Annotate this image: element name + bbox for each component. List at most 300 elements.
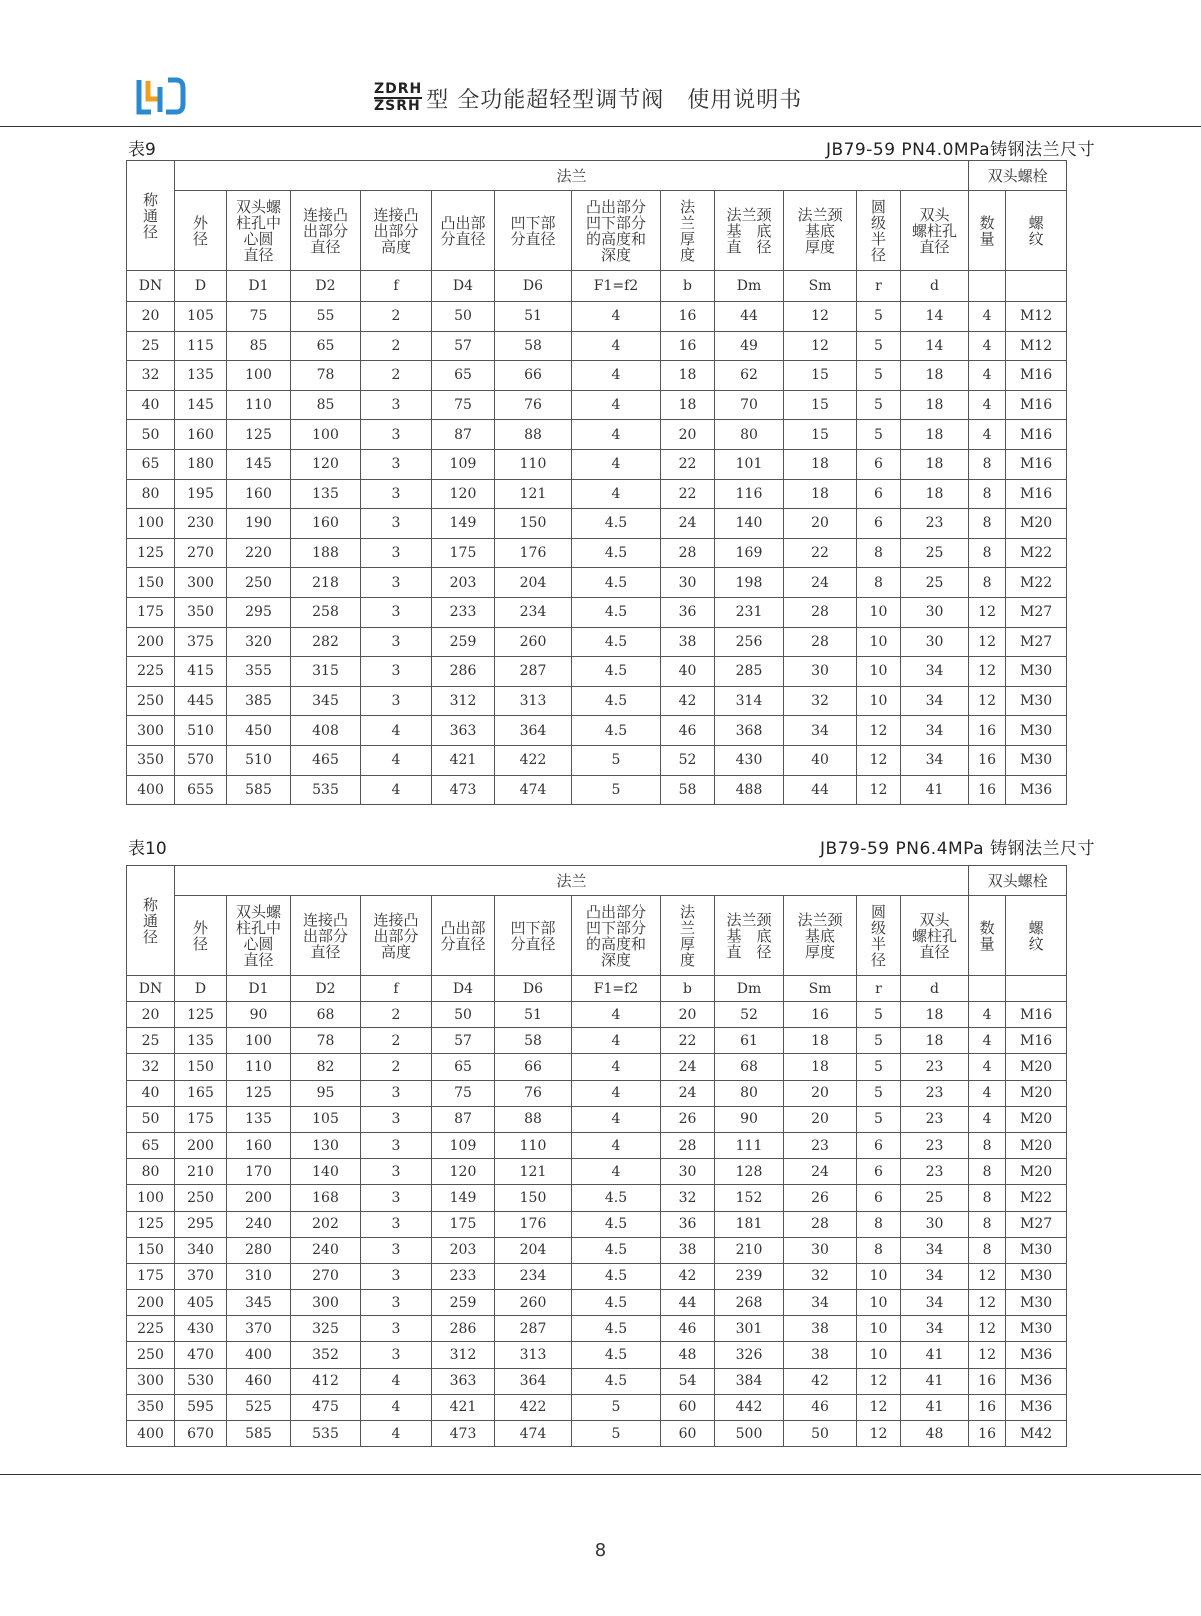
table-cell: 4 (969, 1080, 1006, 1106)
table-cell: 115 (175, 331, 227, 361)
table-cell: 25 (901, 568, 969, 598)
table-cell: 24 (661, 509, 715, 539)
table-cell: 100 (227, 361, 291, 391)
table-cell: 445 (175, 686, 227, 716)
table-cell: 61 (715, 1028, 784, 1054)
table-cell: 4 (572, 420, 661, 450)
table-cell: 175 (127, 597, 175, 627)
table-cell: 34 (901, 657, 969, 687)
table-cell: 8 (969, 1159, 1006, 1185)
table-cell: 16 (784, 1002, 857, 1028)
header-bolt-group: 双头螺栓 (969, 866, 1067, 896)
table-cell: 85 (227, 331, 291, 361)
table-cell: 4 (572, 449, 661, 479)
table-cell: 125 (227, 420, 291, 450)
table-cell: 225 (127, 1316, 175, 1342)
table-cell: 34 (901, 1237, 969, 1263)
table-cell: 16 (969, 716, 1006, 746)
table-cell: 145 (227, 449, 291, 479)
table-cell: 26 (661, 1106, 715, 1132)
table-cell: 230 (175, 509, 227, 539)
table-cell: 250 (175, 1185, 227, 1211)
table-cell: 12 (969, 597, 1006, 627)
table-cell: 385 (227, 686, 291, 716)
table-cell: M16 (1006, 390, 1067, 420)
table-cell: 12 (857, 775, 901, 805)
table-cell: 210 (175, 1159, 227, 1185)
table-cell: 231 (715, 597, 784, 627)
table-cell: 32 (661, 1185, 715, 1211)
table-cell: 10 (857, 1316, 901, 1342)
table-cell: 202 (291, 1211, 361, 1237)
table-cell: 315 (291, 657, 361, 687)
table-cell: M20 (1006, 1080, 1067, 1106)
table-cell: M22 (1006, 568, 1067, 598)
table-cell: 170 (227, 1159, 291, 1185)
table-row (127, 1368, 1067, 1394)
table-cell: 15 (784, 361, 857, 391)
table10-flange-dimensions (126, 865, 1067, 1447)
table-cell: 8 (969, 568, 1006, 598)
table-cell: 65 (432, 361, 495, 391)
table-cell: M30 (1006, 1316, 1067, 1342)
table-cell: M22 (1006, 538, 1067, 568)
table-cell: 150 (495, 509, 572, 539)
table-cell: 225 (127, 657, 175, 687)
table-cell: 100 (227, 1028, 291, 1054)
header-column: 双头螺 柱孔中 心圆 直径 (227, 896, 291, 976)
table-cell: 25 (901, 538, 969, 568)
table-cell: 6 (857, 1159, 901, 1185)
table-cell: 465 (291, 745, 361, 775)
table-cell: 60 (661, 1421, 715, 1447)
table-cell: 6 (857, 1185, 901, 1211)
table-cell: 38 (661, 1237, 715, 1263)
table-cell: 32 (127, 361, 175, 391)
table-cell: 175 (432, 1211, 495, 1237)
table-cell: 88 (495, 1106, 572, 1132)
model-code-top: ZDRH (374, 81, 423, 97)
table-cell: 6 (857, 449, 901, 479)
table-cell: 3 (361, 390, 432, 420)
table-cell: 135 (175, 361, 227, 391)
table-cell: M27 (1006, 627, 1067, 657)
symbol-cell: Dm (715, 271, 784, 302)
table-cell: 8 (969, 479, 1006, 509)
table-row (127, 390, 1067, 420)
table-cell: 200 (227, 1185, 291, 1211)
table-cell: 23 (901, 1054, 969, 1080)
table-row (127, 479, 1067, 509)
table-cell: 80 (127, 1159, 175, 1185)
table-cell: M16 (1006, 479, 1067, 509)
table-cell: M16 (1006, 420, 1067, 450)
table-cell: 3 (361, 597, 432, 627)
symbol-cell: b (661, 271, 715, 302)
table-cell: 30 (784, 1237, 857, 1263)
header-column: 圆 级 半 径 (857, 191, 901, 271)
table-cell: M36 (1006, 1342, 1067, 1368)
table-cell: 203 (432, 1237, 495, 1263)
table-cell: 488 (715, 775, 784, 805)
table-cell: 450 (227, 716, 291, 746)
symbol-cell (969, 976, 1006, 1002)
table-cell: 4 (572, 331, 661, 361)
table-cell: 120 (291, 449, 361, 479)
table-cell: 18 (901, 479, 969, 509)
table-cell: 135 (291, 479, 361, 509)
table-cell: 24 (784, 1159, 857, 1185)
table-cell: 188 (291, 538, 361, 568)
table-cell: 195 (175, 479, 227, 509)
table-row (127, 449, 1067, 479)
table-cell: 41 (901, 1394, 969, 1420)
table-cell: 24 (784, 568, 857, 598)
table-cell: 23 (901, 1159, 969, 1185)
table-cell: 282 (291, 627, 361, 657)
table-cell: 168 (291, 1185, 361, 1211)
symbol-row (127, 976, 1067, 1002)
table-cell: 100 (127, 1185, 175, 1211)
header-column: 法 兰 厚 度 (661, 191, 715, 271)
table-cell: 4 (572, 1002, 661, 1028)
table-cell: 110 (227, 390, 291, 420)
table-cell: 46 (661, 716, 715, 746)
table-cell: 22 (784, 538, 857, 568)
table-cell: 12 (857, 1421, 901, 1447)
header-column: 凸出部 分直径 (432, 191, 495, 271)
table-cell: 66 (495, 1054, 572, 1080)
table-cell: 200 (127, 1290, 175, 1316)
table-cell: 345 (227, 1290, 291, 1316)
table-cell: 250 (127, 686, 175, 716)
table-cell: 198 (715, 568, 784, 598)
table-cell: 421 (432, 1394, 495, 1420)
table-cell: 20 (661, 1002, 715, 1028)
table-cell: 3 (361, 1185, 432, 1211)
table-cell: 49 (715, 331, 784, 361)
table-cell: 4.5 (572, 568, 661, 598)
table-cell: 8 (969, 509, 1006, 539)
table-cell: 18 (784, 479, 857, 509)
table-cell: 204 (495, 1237, 572, 1263)
table-cell: 60 (661, 1394, 715, 1420)
table-row (127, 568, 1067, 598)
table10-label: 表10 (128, 839, 167, 859)
table-cell: 203 (432, 568, 495, 598)
table-cell: 176 (495, 538, 572, 568)
table-cell: M12 (1006, 302, 1067, 332)
table-cell: 4.5 (572, 657, 661, 687)
table-cell: 400 (127, 1421, 175, 1447)
table-cell: 240 (227, 1211, 291, 1237)
table-cell: 58 (495, 1028, 572, 1054)
table-cell: 364 (495, 716, 572, 746)
table-cell: 233 (432, 1263, 495, 1289)
header-column: 法兰颈 基底 厚度 (784, 896, 857, 976)
table-cell: 4.5 (572, 1237, 661, 1263)
table-cell: 125 (127, 1211, 175, 1237)
table-cell: 350 (175, 597, 227, 627)
table-cell: 400 (227, 1342, 291, 1368)
table-cell: 125 (175, 1002, 227, 1028)
table-cell: 3 (361, 1106, 432, 1132)
table-cell: 111 (715, 1132, 784, 1158)
table-cell: 150 (127, 568, 175, 598)
table-cell: 12 (969, 657, 1006, 687)
header-row (127, 866, 1067, 896)
table-cell: 585 (227, 1421, 291, 1447)
table-cell: 18 (661, 390, 715, 420)
table-cell: 28 (784, 1211, 857, 1237)
symbol-cell: DN (127, 271, 175, 302)
symbol-cell: D6 (495, 271, 572, 302)
table-cell: 41 (901, 1368, 969, 1394)
symbol-cell: D4 (432, 271, 495, 302)
table-row (127, 657, 1067, 687)
table-cell: 46 (661, 1316, 715, 1342)
table-cell: 4 (572, 1028, 661, 1054)
table-cell: 474 (495, 1421, 572, 1447)
company-logo (136, 77, 186, 115)
table-row (127, 302, 1067, 332)
table-cell: 408 (291, 716, 361, 746)
table-cell: 3 (361, 1263, 432, 1289)
table-cell: 287 (495, 657, 572, 687)
table-cell: 140 (291, 1159, 361, 1185)
table-cell: 4.5 (572, 509, 661, 539)
table-cell: 23 (901, 1106, 969, 1132)
table-cell: 260 (495, 1290, 572, 1316)
table-row (127, 1237, 1067, 1263)
table-cell: 62 (715, 361, 784, 391)
table-cell: 20 (127, 1002, 175, 1028)
header-column: 外 径 (175, 191, 227, 271)
table-cell: 180 (175, 449, 227, 479)
table-cell: 51 (495, 1002, 572, 1028)
table-cell: 18 (901, 1002, 969, 1028)
table-cell: 2 (361, 302, 432, 332)
table-cell: 65 (432, 1054, 495, 1080)
table-cell: 239 (715, 1263, 784, 1289)
table-cell: 18 (784, 449, 857, 479)
table-cell: M20 (1006, 1054, 1067, 1080)
table-cell: 270 (175, 538, 227, 568)
table-cell: 5 (857, 361, 901, 391)
table-cell: 36 (661, 597, 715, 627)
table-cell: 75 (432, 1080, 495, 1106)
table-cell: 5 (857, 1028, 901, 1054)
table-cell: 4.5 (572, 1290, 661, 1316)
table-cell: 26 (784, 1185, 857, 1211)
table-cell: 442 (715, 1394, 784, 1420)
table-cell: 34 (901, 1316, 969, 1342)
table-cell: 8 (857, 1237, 901, 1263)
table-cell: M27 (1006, 1211, 1067, 1237)
table-cell: 28 (661, 538, 715, 568)
table-cell: 87 (432, 1106, 495, 1132)
table-row (127, 1080, 1067, 1106)
table-cell: 4 (572, 1132, 661, 1158)
table-cell: 18 (901, 390, 969, 420)
symbol-cell: D2 (291, 976, 361, 1002)
header-column: 凹下部 分直径 (495, 896, 572, 976)
table-cell: 85 (291, 390, 361, 420)
symbol-cell: r (857, 976, 901, 1002)
table-cell: 23 (901, 1080, 969, 1106)
table-cell: 20 (127, 302, 175, 332)
table-cell: 8 (969, 1237, 1006, 1263)
table-cell: 5 (572, 1421, 661, 1447)
table-cell: 4.5 (572, 1185, 661, 1211)
table-cell: 4.5 (572, 597, 661, 627)
header-flange-group: 法兰 (175, 866, 969, 896)
table-cell: 32 (784, 686, 857, 716)
table-cell: 370 (227, 1316, 291, 1342)
table-cell: 5 (857, 1080, 901, 1106)
table-cell: 8 (969, 538, 1006, 568)
table-row (127, 1342, 1067, 1368)
table-cell: 4 (572, 1159, 661, 1185)
table-cell: 105 (291, 1106, 361, 1132)
table-cell: 301 (715, 1316, 784, 1342)
table-cell: 5 (857, 1106, 901, 1132)
header-column: 双头螺 柱孔中 心圆 直径 (227, 191, 291, 271)
table-cell: 16 (969, 745, 1006, 775)
table-cell: 42 (784, 1368, 857, 1394)
table-cell: 190 (227, 509, 291, 539)
table-cell: 3 (361, 627, 432, 657)
table-cell: 421 (432, 745, 495, 775)
footer-divider (0, 1474, 1201, 1475)
table-cell: 6 (857, 479, 901, 509)
table-cell: 12 (969, 1342, 1006, 1368)
table-cell: M36 (1006, 1368, 1067, 1394)
symbol-cell (1006, 271, 1067, 302)
table-cell: 150 (127, 1237, 175, 1263)
table-cell: M16 (1006, 1002, 1067, 1028)
table-cell: 525 (227, 1394, 291, 1420)
header-column: 螺 纹 (1006, 191, 1067, 271)
table-cell: 22 (661, 1028, 715, 1054)
table-cell: 10 (857, 1342, 901, 1368)
table-cell: 18 (784, 1028, 857, 1054)
table-cell: 12 (969, 627, 1006, 657)
table-cell: 4 (969, 1028, 1006, 1054)
header-column: 法兰颈 基 底 直 径 (715, 191, 784, 271)
table-cell: 430 (715, 745, 784, 775)
table-cell: 169 (715, 538, 784, 568)
table-cell: 20 (661, 420, 715, 450)
table-cell: 320 (227, 627, 291, 657)
symbol-cell: Dm (715, 976, 784, 1002)
table-cell: 34 (784, 1290, 857, 1316)
table-cell: 250 (227, 568, 291, 598)
table-cell: 2 (361, 1002, 432, 1028)
table-cell: 295 (175, 1211, 227, 1237)
table-cell: 312 (432, 686, 495, 716)
symbol-cell: DN (127, 976, 175, 1002)
table-cell: 2 (361, 1054, 432, 1080)
table-row (127, 775, 1067, 805)
table-cell: M20 (1006, 509, 1067, 539)
table-cell: 34 (901, 686, 969, 716)
table-cell: 58 (495, 331, 572, 361)
table-cell: 28 (661, 1132, 715, 1158)
table-cell: 500 (715, 1421, 784, 1447)
table-cell: 510 (227, 745, 291, 775)
header-column: 法兰颈 基底 厚度 (784, 191, 857, 271)
symbol-cell (969, 271, 1006, 302)
table-cell: 4.5 (572, 1342, 661, 1368)
table-cell: 6 (857, 509, 901, 539)
table-cell: 352 (291, 1342, 361, 1368)
table-cell: 16 (969, 1421, 1006, 1447)
table-cell: 2 (361, 361, 432, 391)
table-cell: 30 (784, 657, 857, 687)
table-cell: 530 (175, 1368, 227, 1394)
table-cell: 268 (715, 1290, 784, 1316)
table-cell: 52 (715, 1002, 784, 1028)
table-cell: 20 (784, 1080, 857, 1106)
table-cell: 287 (495, 1316, 572, 1342)
table-cell: 120 (432, 1159, 495, 1185)
table-row (127, 1159, 1067, 1185)
table-cell: 128 (715, 1159, 784, 1185)
table-cell: 345 (291, 686, 361, 716)
table-cell: 152 (715, 1185, 784, 1211)
table-cell: 12 (969, 686, 1006, 716)
table-cell: 50 (432, 1002, 495, 1028)
header-column: 法兰颈 基 底 直 径 (715, 896, 784, 976)
table-cell: 48 (661, 1342, 715, 1368)
table-cell: 234 (495, 1263, 572, 1289)
table-cell: 3 (361, 1237, 432, 1263)
table-cell: M20 (1006, 1106, 1067, 1132)
model-codes (374, 82, 422, 114)
table-cell: 66 (495, 361, 572, 391)
table-row (127, 627, 1067, 657)
table-row (127, 1421, 1067, 1447)
table-cell: 350 (127, 745, 175, 775)
table-cell: 313 (495, 686, 572, 716)
table-cell: 474 (495, 775, 572, 805)
table-cell: 535 (291, 775, 361, 805)
table-cell: 149 (432, 1185, 495, 1211)
table-cell: 220 (227, 538, 291, 568)
table-cell: 121 (495, 479, 572, 509)
table-cell: 8 (857, 1211, 901, 1237)
table9-standard: JB79-59 PN4.0MPa铸钢法兰尺寸 (825, 140, 1095, 160)
header-column: 连接凸 出部分 直径 (291, 896, 361, 976)
table-cell: 233 (432, 597, 495, 627)
table-cell: 286 (432, 1316, 495, 1342)
table-cell: 65 (291, 331, 361, 361)
header-column: 连接凸 出部分 高度 (361, 191, 432, 271)
table-cell: 50 (127, 1106, 175, 1132)
table-row (127, 361, 1067, 391)
table-cell: 165 (175, 1080, 227, 1106)
table9-label: 表9 (128, 140, 156, 160)
symbol-cell: D4 (432, 976, 495, 1002)
table-cell: 4 (572, 1106, 661, 1132)
table-cell: 3 (361, 538, 432, 568)
table-row (127, 331, 1067, 361)
table-cell: 8 (969, 1211, 1006, 1237)
table-cell: 4 (572, 390, 661, 420)
table-cell: 57 (432, 331, 495, 361)
table-cell: 87 (432, 420, 495, 450)
